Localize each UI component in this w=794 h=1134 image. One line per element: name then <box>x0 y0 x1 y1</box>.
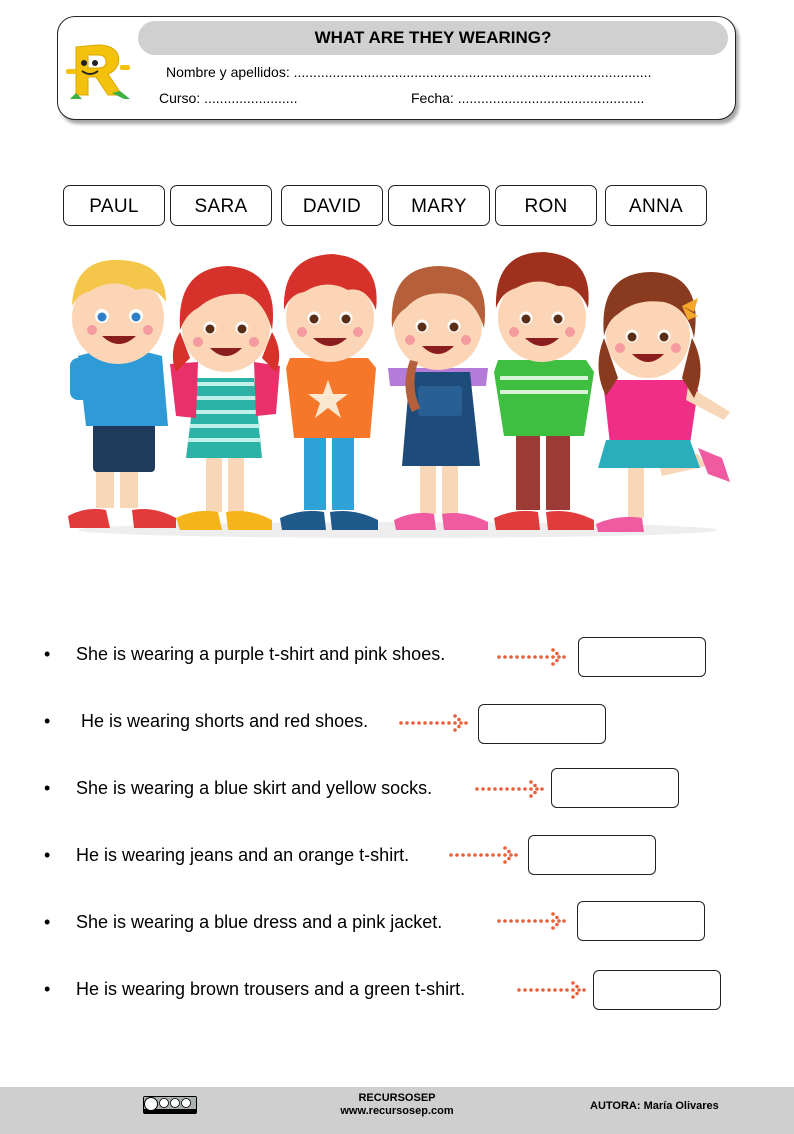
bullet-icon: • <box>44 912 51 932</box>
dotted-arrow-icon <box>474 777 546 801</box>
name-box-ron: RON <box>495 185 597 226</box>
bullet-icon: • <box>44 979 51 999</box>
sentence-text: She is wearing a purple t-shirt and pink shoes. <box>76 644 446 664</box>
kid-paul <box>68 260 176 528</box>
footer <box>0 1087 794 1134</box>
footer-url[interactable]: www.recursosep.com <box>340 1105 454 1117</box>
bullet-icon: • <box>44 711 51 731</box>
answer-box-4[interactable] <box>528 835 656 875</box>
name-box-sara: SARA <box>170 185 272 226</box>
kid-david <box>280 254 378 530</box>
dotted-arrow-icon <box>496 909 568 933</box>
worksheet-title: WHAT ARE THEY WEARING? <box>138 21 728 55</box>
children-illustration <box>58 248 738 538</box>
sentence-5 <box>44 912 442 933</box>
bullet-icon: • <box>44 845 51 865</box>
header-card <box>57 16 736 120</box>
name-box-mary: MARY <box>388 185 490 226</box>
name-field[interactable]: Nombre y apellidos: ............................................................................................ <box>166 64 652 80</box>
sentence-2 <box>44 711 368 732</box>
name-box-paul: PAUL <box>63 185 165 226</box>
kid-ron <box>494 252 594 530</box>
dotted-arrow-icon <box>496 645 568 669</box>
dotted-arrow-icon <box>448 843 520 867</box>
sentence-text: He is wearing shorts and red shoes. <box>76 711 369 731</box>
course-field[interactable]: Curso: ........................ <box>159 90 298 106</box>
sentence-text: She is wearing a blue dress and a pink jacket. <box>76 912 443 932</box>
kid-anna <box>596 272 730 532</box>
dotted-arrow-icon <box>398 711 470 735</box>
answer-box-3[interactable] <box>551 768 679 808</box>
sentence-4 <box>44 845 409 866</box>
answer-box-5[interactable] <box>577 901 705 941</box>
footer-author: AUTORA: María Olivares <box>590 1100 719 1112</box>
sentence-text: She is wearing a blue skirt and yellow socks. <box>76 778 433 798</box>
name-box-anna: ANNA <box>605 185 707 226</box>
recursosep-logo-icon <box>62 33 132 105</box>
bullet-icon: • <box>44 778 51 798</box>
answer-box-2[interactable] <box>478 704 606 744</box>
bullet-icon: • <box>44 644 51 664</box>
sentence-text: He is wearing brown trousers and a green t-shirt. <box>76 979 466 999</box>
sentence-text: He is wearing jeans and an orange t-shirt. <box>76 845 410 865</box>
kid-mary <box>388 266 488 530</box>
name-box-david: DAVID <box>281 185 383 226</box>
sentence-1 <box>44 644 445 665</box>
answer-box-1[interactable] <box>578 637 706 677</box>
sentence-6 <box>44 979 465 1000</box>
answer-box-6[interactable] <box>593 970 721 1010</box>
date-field[interactable]: Fecha: ................................................ <box>411 90 645 106</box>
footer-brand: RECURSOSEP <box>358 1092 436 1104</box>
sentence-3 <box>44 778 432 799</box>
dotted-arrow-icon <box>516 978 588 1002</box>
kid-sara <box>170 266 280 530</box>
